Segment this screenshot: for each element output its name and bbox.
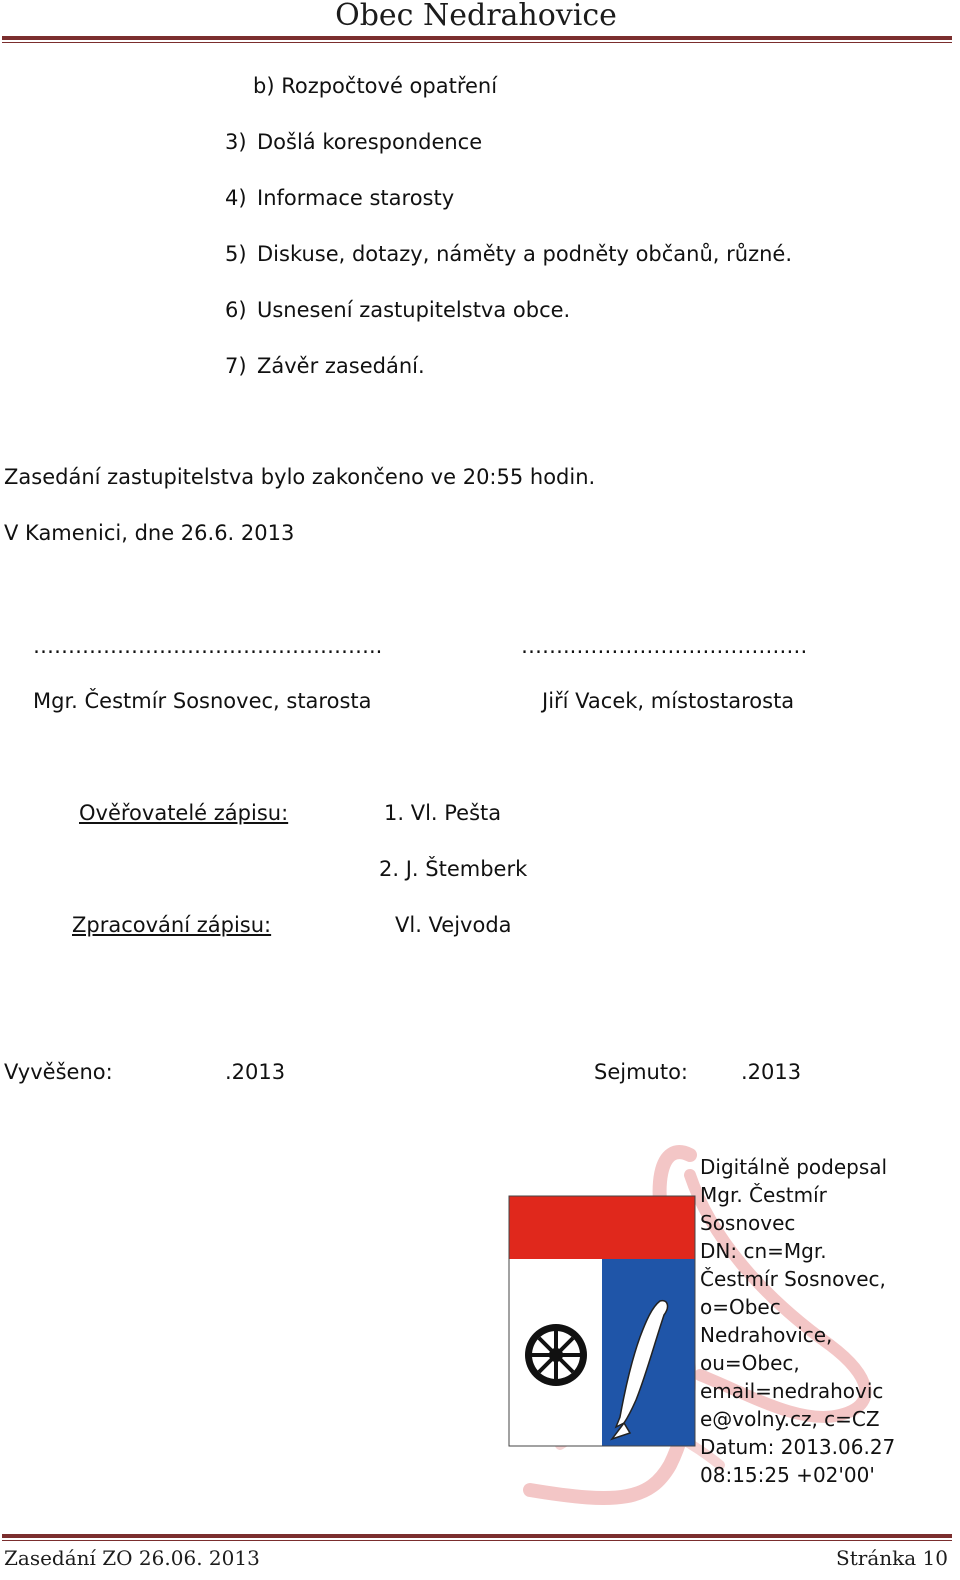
page-header-title: Obec Nedrahovice: [335, 0, 617, 33]
agenda-item-text: Usnesení zastupitelstva obce.: [257, 298, 571, 322]
place-date: V Kamenici, dne 26.6. 2013: [4, 521, 295, 545]
removed-label: Sejmuto:: [594, 1060, 689, 1084]
footer-meeting-date: Zasedání ZO 26.06. 2013: [4, 1546, 260, 1570]
agenda-item-text: Diskuse, dotazy, náměty a podněty občanů, různé.: [257, 242, 793, 266]
agenda-item-number: 5): [225, 242, 247, 266]
agenda-item-text: Došlá korespondence: [257, 130, 483, 154]
verifiers-label: Ověřovatelé zápisu:: [79, 801, 289, 825]
signatory-mayor: Mgr. Čestmír Sosnovec, starosta: [33, 689, 372, 713]
agenda-item-number: 7): [225, 354, 247, 378]
agenda-item: [225, 242, 792, 266]
processing-label: Zpracování zápisu:: [72, 913, 272, 937]
signature-line-left: …………………………………………..: [33, 634, 383, 658]
verifier-1: 1. Vl. Pešta: [384, 801, 502, 825]
agenda-item: [225, 186, 454, 210]
agenda-item: [225, 354, 425, 378]
footer-rule: [2, 1534, 952, 1538]
agenda-item: [225, 130, 482, 154]
processor-name: Vl. Vejvoda: [395, 913, 512, 937]
agenda-item-number: 3): [225, 130, 247, 154]
meeting-end-note: Zasedání zastupitelstva bylo zakončeno ve 20:55 hodin.: [4, 465, 596, 489]
agenda-item-text: Závěr zasedání.: [257, 354, 425, 378]
removed-value: .2013: [741, 1060, 802, 1084]
mill-wheel-icon: [525, 1324, 587, 1386]
header-rule-thin: [2, 42, 952, 43]
digital-signature-text: Digitálně podepsal Mgr. Čestmír Sosnovec DN: cn=Mgr. Čestmír Sosnovec, o=Obec Nedrahovice, ou=Obec, email=nedrahovic e@volny.cz, c=CZ Datum: 2013.06.27 08:15:25 +02'00': [700, 1155, 896, 1487]
signatory-deputy-mayor: Jiří Vacek, místostarosta: [542, 689, 795, 713]
header-rule: [2, 36, 952, 40]
posted-label: Vyvěšeno:: [4, 1060, 113, 1084]
posted-value: .2013: [225, 1060, 286, 1084]
footer-rule-thin: [2, 1540, 952, 1541]
agenda-item-number: 4): [225, 186, 247, 210]
agenda-item-number: 6): [225, 298, 247, 322]
coat-of-arms-emblem: [508, 1195, 696, 1447]
footer-page-number: Stránka 10: [836, 1546, 948, 1570]
agenda-item-text: Informace starosty: [257, 186, 455, 210]
signature-line-right: ……..……………………………: [521, 634, 808, 658]
verifier-2: 2. J. Štemberk: [379, 857, 528, 881]
agenda-subitem: b) Rozpočtové opatření: [253, 74, 498, 98]
agenda-item: [225, 298, 570, 322]
